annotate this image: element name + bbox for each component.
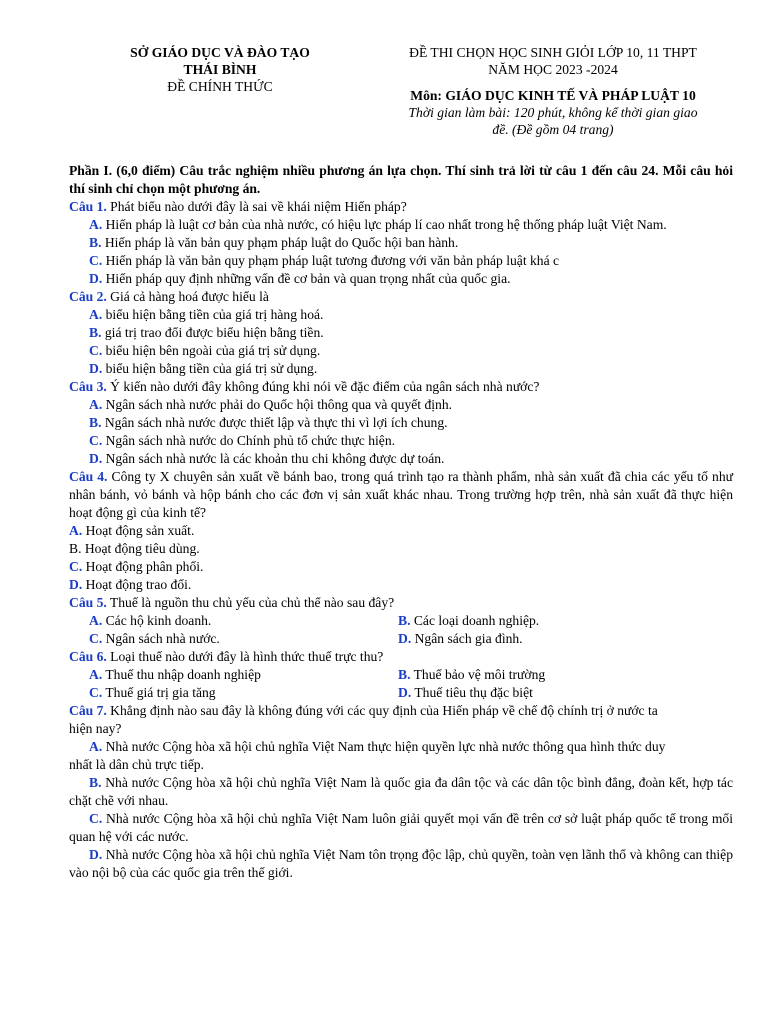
option-text: Thuế bảo vệ môi trường [410, 667, 546, 682]
option-label: C. [89, 343, 103, 358]
option-c [69, 342, 733, 360]
option-label: A. [89, 667, 103, 682]
school-year: NĂM HỌC 2023 -2024 [488, 62, 618, 77]
part-title: Phần I. (6,0 điểm) Câu trắc nghiệm nhiều phương án lựa chọn. Thí sinh trả lời từ câu 1 đến câu 24. Mỗi câu hỏi thí sinh chỉ chọn một phương án. [69, 163, 733, 196]
question-number: Câu 6. [69, 649, 107, 664]
option-c [69, 252, 733, 270]
question-number: Câu 2. [69, 289, 107, 304]
option-label: B. [398, 613, 411, 628]
exam-title: ĐỀ THI CHỌN HỌC SINH GIỎI LỚP 10, 11 THPT [409, 45, 697, 60]
option-text: Nhà nước Cộng hòa xã hội chủ nghĩa Việt Nam là quốc gia đa dân tộc và các dân tộc bình đẳng, đoàn kết, hợp tác chặt chẽ với nhau. [69, 775, 733, 808]
option-d [398, 630, 733, 648]
option-text: biểu hiện bằng tiền của giá trị sử dụng. [102, 361, 318, 376]
option-row [69, 666, 733, 684]
option-text: Ngân sách nhà nước phải do Quốc hội thông qua và quyết định. [102, 397, 453, 412]
option-text: Ngân sách nhà nước được thiết lập và thực thi vì lợi ích chung. [101, 415, 448, 430]
issuer-block [100, 44, 340, 95]
exam-content [69, 162, 733, 882]
question-text: Phát biểu nào dưới đây là sai về khái niệm Hiến pháp? [106, 199, 407, 214]
option-a-continued: nhất là dân chủ trực tiếp. [69, 757, 204, 772]
option-text: Ngân sách nhà nước do Chính phủ tổ chức thực hiện. [102, 433, 396, 448]
option-text: Thuế thu nhập doanh nghiệp [102, 667, 261, 682]
option-label: B. [89, 775, 102, 790]
question-text: Công ty X chuyên sản xuất về bánh bao, trong quá trình tạo ra thành phẩm, nhà sản xuất đã chia các yếu tố như nhân bánh, vỏ bánh và hộp bánh cho các đơn vị sản xuất khác nhau. Trong trường hợp trên, nhà sản xuất đã thực hiện hoạt động gì của kinh tế? [69, 469, 733, 520]
option-text: Hiến pháp quy định những vấn đề cơ bản và quan trọng nhất của quốc gia. [102, 271, 511, 286]
option-row [69, 684, 733, 702]
option-text: Nhà nước Cộng hòa xã hội chủ nghĩa Việt Nam thực hiện quyền lực nhà nước thông qua hình thức duy [102, 739, 666, 754]
option-b: B. Hoạt động tiêu dùng. [69, 541, 200, 556]
option-text: Hiến pháp là luật cơ bản của nhà nước, có hiệu lực pháp lí cao nhất trong hệ thống pháp luật Việt Nam. [102, 217, 667, 232]
question-number: Câu 1. [69, 199, 107, 214]
option-label: A. [69, 523, 83, 538]
question-text: Khẳng định nào sau đây là không đúng với các quy định của Hiến pháp về chế độ chính trị ở nước ta [106, 703, 658, 718]
option-text: Ngân sách nhà nước. [102, 631, 220, 646]
question-number: Câu 7. [69, 703, 107, 718]
option-a [69, 306, 733, 324]
question-7 [69, 702, 733, 720]
option-d [69, 576, 733, 594]
option-label: D. [89, 271, 103, 286]
question-7-continued: hiện nay? [69, 721, 122, 736]
option-c [69, 810, 733, 846]
option-label: D. [89, 847, 103, 862]
option-text: Hiến pháp là văn bản quy phạm pháp luật tương đương với văn bản pháp luật khá c [102, 253, 560, 268]
option-row [69, 630, 733, 648]
option-label: B. [89, 325, 102, 340]
question-5 [69, 594, 733, 612]
option-text: Thuế tiêu thụ đặc biệt [411, 685, 533, 700]
question-number: Câu 3. [69, 379, 107, 394]
option-label: C. [69, 559, 83, 574]
option-label: C. [89, 433, 103, 448]
department-name: SỞ GIÁO DỤC VÀ ĐÀO TẠO [130, 45, 310, 60]
option-label: B. [89, 235, 102, 250]
option-c [69, 684, 398, 702]
option-text: Hoạt động phân phối. [82, 559, 204, 574]
option-label: A. [89, 217, 103, 232]
province-name: THÁI BÌNH [183, 62, 257, 77]
option-text: Nhà nước Cộng hòa xã hội chủ nghĩa Việt Nam tôn trọng độc lập, chủ quyền, toàn vẹn lãnh thổ và không can thiệp vào nội bộ của các quốc gia trên thế giới. [69, 847, 733, 880]
option-d [69, 846, 733, 882]
question-number: Câu 5. [69, 595, 107, 610]
option-label: A. [89, 613, 103, 628]
option-label: D. [89, 451, 103, 466]
option-d [69, 450, 733, 468]
option-a [69, 396, 733, 414]
option-text: biểu hiện bằng tiền của giá trị hàng hoá. [102, 307, 324, 322]
question-number: Câu 4. [69, 469, 108, 484]
question-text: Thuế là nguồn thu chủ yếu của chủ thể nào sau đây? [106, 595, 395, 610]
option-d [398, 684, 733, 702]
option-label: C. [89, 811, 103, 826]
option-label: D. [398, 685, 412, 700]
option-b [69, 234, 733, 252]
question-4 [69, 468, 733, 522]
question-text: Loại thuế nào dưới đây là hình thức thuế trực thu? [106, 649, 384, 664]
option-c [69, 630, 398, 648]
option-row [69, 612, 733, 630]
option-text: Hiến pháp là văn bản quy phạm pháp luật do Quốc hội ban hành. [101, 235, 459, 250]
option-text: Nhà nước Cộng hòa xã hội chủ nghĩa Việt Nam luôn giải quyết mọi vấn đề trên cơ sở luật pháp quốc tế trong mối quan hệ với các nước. [69, 811, 733, 844]
question-3 [69, 378, 733, 396]
option-text: Thuế giá trị gia tăng [102, 685, 216, 700]
question-2 [69, 288, 733, 306]
option-b [69, 414, 733, 432]
option-text: giá trị trao đổi được biểu hiện bằng tiền. [101, 325, 324, 340]
option-d [69, 360, 733, 378]
option-label: B. [398, 667, 411, 682]
option-label: A. [89, 307, 103, 322]
option-text: Ngân sách gia đình. [411, 631, 523, 646]
time-line-1: Thời gian làm bài: 120 phút, không kể thời gian giao [408, 105, 698, 120]
option-a [69, 666, 398, 684]
option-text: Hoạt động trao đổi. [82, 577, 192, 592]
official-label: ĐỀ CHÍNH THỨC [167, 79, 273, 94]
option-b [398, 666, 733, 684]
option-label: A. [89, 397, 103, 412]
option-a [69, 612, 398, 630]
option-d [69, 270, 733, 288]
option-label: C. [89, 253, 103, 268]
subject-title: Môn: GIÁO DỤC KINH TẾ VÀ PHÁP LUẬT 10 [410, 88, 696, 103]
question-6 [69, 648, 733, 666]
time-line-2: đề. (Đề gồm 04 trang) [492, 122, 614, 137]
option-text: Các loại doanh nghiệp. [410, 613, 540, 628]
option-label: D. [89, 361, 103, 376]
option-label: C. [89, 631, 103, 646]
option-a [69, 522, 733, 540]
question-1 [69, 198, 733, 216]
option-text: Ngân sách nhà nước là các khoản thu chi không được dự toán. [102, 451, 445, 466]
option-label: D. [398, 631, 412, 646]
option-text: Hoạt động sản xuất. [82, 523, 195, 538]
option-label: C. [89, 685, 103, 700]
option-b [69, 774, 733, 810]
option-label: D. [69, 577, 83, 592]
option-label: A. [89, 739, 103, 754]
option-text: Các hộ kinh doanh. [102, 613, 212, 628]
option-a [69, 738, 733, 756]
option-label: B. [89, 415, 102, 430]
option-c [69, 558, 733, 576]
option-b [398, 612, 733, 630]
question-text: Giá cả hàng hoá được hiểu là [106, 289, 269, 304]
option-c [69, 432, 733, 450]
exam-info-block [378, 44, 728, 138]
option-b [69, 324, 733, 342]
option-text: biểu hiện bên ngoài của giá trị sử dụng. [102, 343, 321, 358]
option-a [69, 216, 733, 234]
question-text: Ý kiến nào dưới đây không đúng khi nói về đặc điểm của ngân sách nhà nước? [106, 379, 540, 394]
